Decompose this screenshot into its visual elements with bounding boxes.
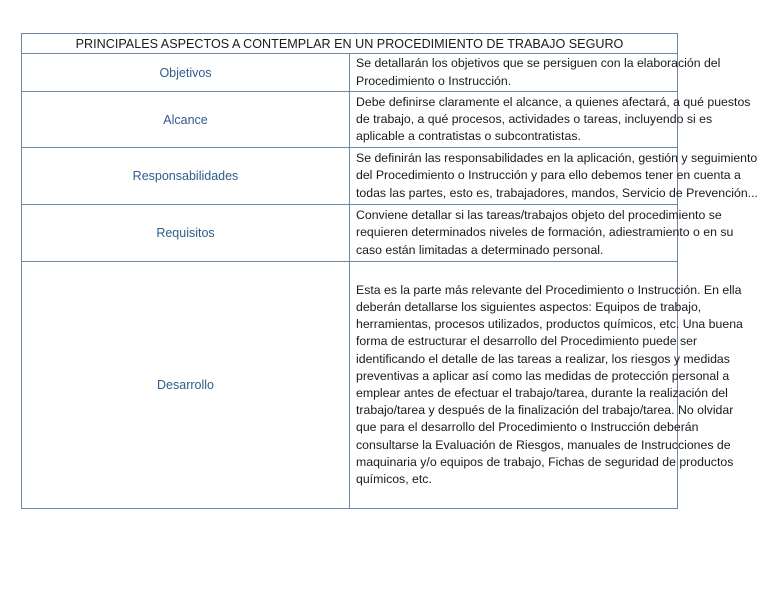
content-line: Esta es la parte más relevante del Procedimiento o Instrucción. En ella <box>356 282 742 297</box>
content-line: que para el desarrollo del Procedimiento o Instrucción deberán <box>356 420 699 435</box>
table-row-alcance <box>22 92 678 148</box>
content-line: preventivas a aplicar así como las medidas de protección personal a <box>356 368 730 383</box>
table-row-desarrollo <box>22 262 678 509</box>
content-line: identificando el detalle de las tareas a realizar, los riesgos y medidas <box>356 351 730 366</box>
content-line: todas las partes, esto es, trabajadores, mandos, Servicio de Prevención... <box>356 185 758 200</box>
content-line: Se detallarán los objetivos que se persiguen con la elaboración del <box>356 56 721 71</box>
content-line: requieren determinados niveles de formación, adiestramiento o en su <box>356 225 734 240</box>
content-line: Procedimiento o Instrucción. <box>356 73 512 88</box>
content-line: herramientas, procesos utilizados, productos químicos, etc. Una buena <box>356 317 743 332</box>
content-line: consultarse la Evaluación de Riesgos, manuales de Instrucciones de <box>356 437 731 452</box>
row-label-objetivos: Objetivos <box>22 54 350 92</box>
row-label-desarrollo: Desarrollo <box>22 262 350 509</box>
table-title: PRINCIPALES ASPECTOS A CONTEMPLAR EN UN PROCEDIMIENTO DE TRABAJO SEGURO <box>22 34 678 54</box>
row-label-requisitos: Requisitos <box>22 205 350 262</box>
row-content-requisitos <box>350 205 734 262</box>
content-line: trabajo/tarea y después de la finalización del trabajo/tarea. No olvidar <box>356 403 734 418</box>
row-content-alcance <box>350 92 751 148</box>
content-line: químicos, etc. <box>356 472 432 487</box>
procedure-aspects-table <box>21 33 758 509</box>
table-header-row <box>22 34 678 54</box>
content-line: deberán detallarse los siguientes aspectos: Equipos de trabajo, <box>356 299 702 314</box>
table-row-responsabilidades <box>22 148 678 205</box>
content-line: maquinaria y/o equipos de trabajo, Fichas de seguridad de productos <box>356 454 734 469</box>
content-line: emplear antes de efectuar el trabajo/tarea, durante la realización del <box>356 386 728 400</box>
row-content-objetivos <box>350 54 721 92</box>
content-line: Se definirán las responsabilidades en la aplicación, gestión y seguimiento <box>356 151 758 166</box>
row-content-desarrollo <box>350 262 743 509</box>
content-line: del Procedimiento o Instrucción y para ello debemos tener en cuenta a <box>356 168 741 183</box>
table-row-requisitos <box>22 205 678 262</box>
row-label-responsabilidades: Responsabilidades <box>22 148 350 205</box>
content-line: aplicable a contratistas o subcontratistas. <box>356 129 581 144</box>
content-line: de trabajo, a qué procesos, actividades o tareas, incluyendo si es <box>356 111 713 126</box>
row-label-alcance: Alcance <box>22 92 350 148</box>
content-line: Conviene detallar si las tareas/trabajos objeto del procedimiento se <box>356 208 722 223</box>
row-content-responsabilidades <box>350 148 758 205</box>
content-line: Debe definirse claramente el alcance, a quienes afectará, a qué puestos <box>356 94 751 109</box>
content-line: caso están limitadas a determinado personal. <box>356 242 604 257</box>
content-line: forma de estructurar el desarrollo del Procedimiento puede ser <box>356 334 698 349</box>
table-row-objetivos <box>22 54 678 92</box>
